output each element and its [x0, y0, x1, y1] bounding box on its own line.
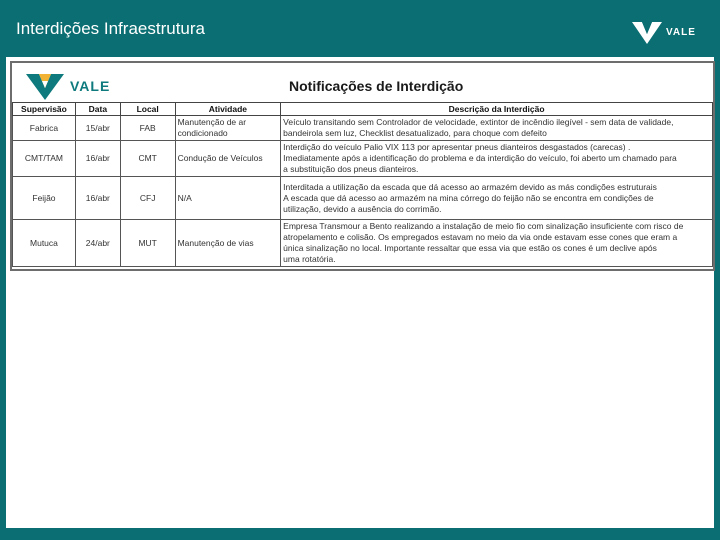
desc-line: Interdição do veículo Palio VIX 113 por apresentar pneus dianteiros desgastados (carecas) .: [283, 142, 631, 152]
cell-data: 16/abr: [75, 177, 120, 220]
header-descricao: Descrição da Interdição: [281, 103, 713, 116]
cell-local: CFJ: [120, 177, 175, 220]
desc-line: Veículo transitando sem Controlador de velocidade, extintor de incêndio ilegível - sem data de validade,: [283, 117, 674, 127]
header-data: Data: [75, 103, 120, 116]
cell-supervisao: Mutuca: [13, 220, 76, 267]
notifications-card: [10, 61, 715, 271]
desc-line: a substituição dos pneus dianteiros.: [283, 164, 419, 174]
cell-data: 24/abr: [75, 220, 120, 267]
desc-line: Interditada a utilização da escada que dá acesso ao armazém devido as más condições estruturais: [283, 181, 657, 192]
desc-line: utilização, devido a ausência do corrimão.: [283, 203, 442, 214]
cell-descricao: [281, 141, 713, 177]
desc-line: atropelamento e colisão. Os empregados estavam no meio da via onde estavam esse cones que eram a: [283, 232, 678, 242]
cell-local: MUT: [120, 220, 175, 267]
cell-supervisao: CMT/TAM: [13, 141, 76, 177]
cell-descricao: [281, 220, 713, 267]
table-row: [13, 141, 713, 177]
header-local: Local: [120, 103, 175, 116]
card-title: Notificações de Interdição: [289, 78, 464, 94]
desc-line: única sinalização no local. Importante ressaltar que essa via que estão os cones é um declive após: [283, 243, 657, 253]
cell-data: 16/abr: [75, 141, 120, 177]
desc-line: A escada que dá acesso ao armazém na mina córrego do feijão não se encontra em condições de: [283, 192, 654, 203]
vale-logo-icon: [632, 20, 662, 44]
header-logo-text: VALE: [666, 26, 696, 38]
cell-descricao: [281, 177, 713, 220]
slide-title: Interdições Infraestrutura: [16, 19, 205, 38]
table-header-row: [13, 103, 713, 116]
cell-local: CMT: [120, 141, 175, 177]
header-supervisao: Supervisão: [13, 103, 76, 116]
vale-card-logo-icon: [26, 72, 64, 100]
cell-atividade: Condução de Veículos: [175, 141, 281, 177]
cell-supervisao: Feijão: [13, 177, 76, 220]
desc-line: uma rotatória.: [283, 254, 336, 264]
desc-line: Imediatamente após a identificação do problema e da interdição do veículo, foi aberto um chamado para: [283, 153, 677, 163]
cell-atividade: N/A: [175, 177, 281, 220]
cell-descricao: [281, 116, 713, 141]
cell-local: FAB: [120, 116, 175, 141]
card-logo-text: VALE: [70, 78, 111, 94]
vale-card-logo: [26, 71, 126, 101]
table-row: [13, 177, 713, 220]
cell-atividade: Manutenção de vias: [175, 220, 281, 267]
table-row: [13, 220, 713, 267]
header-atividade: Atividade: [175, 103, 281, 116]
vale-header-logo: [632, 18, 708, 46]
notifications-table: [12, 102, 713, 267]
cell-atividade: Manutenção de ar condicionado: [175, 116, 281, 141]
desc-line: bandeirola sem luz, Checklist desatualizado, para choque com defeito: [283, 128, 547, 138]
desc-line: Empresa Transmour a Bento realizando a instalação de meio fio com sinalização insuficiente com risco de: [283, 221, 684, 231]
cell-supervisao: Fabrica: [13, 116, 76, 141]
cell-data: 15/abr: [75, 116, 120, 141]
table-row: [13, 116, 713, 141]
